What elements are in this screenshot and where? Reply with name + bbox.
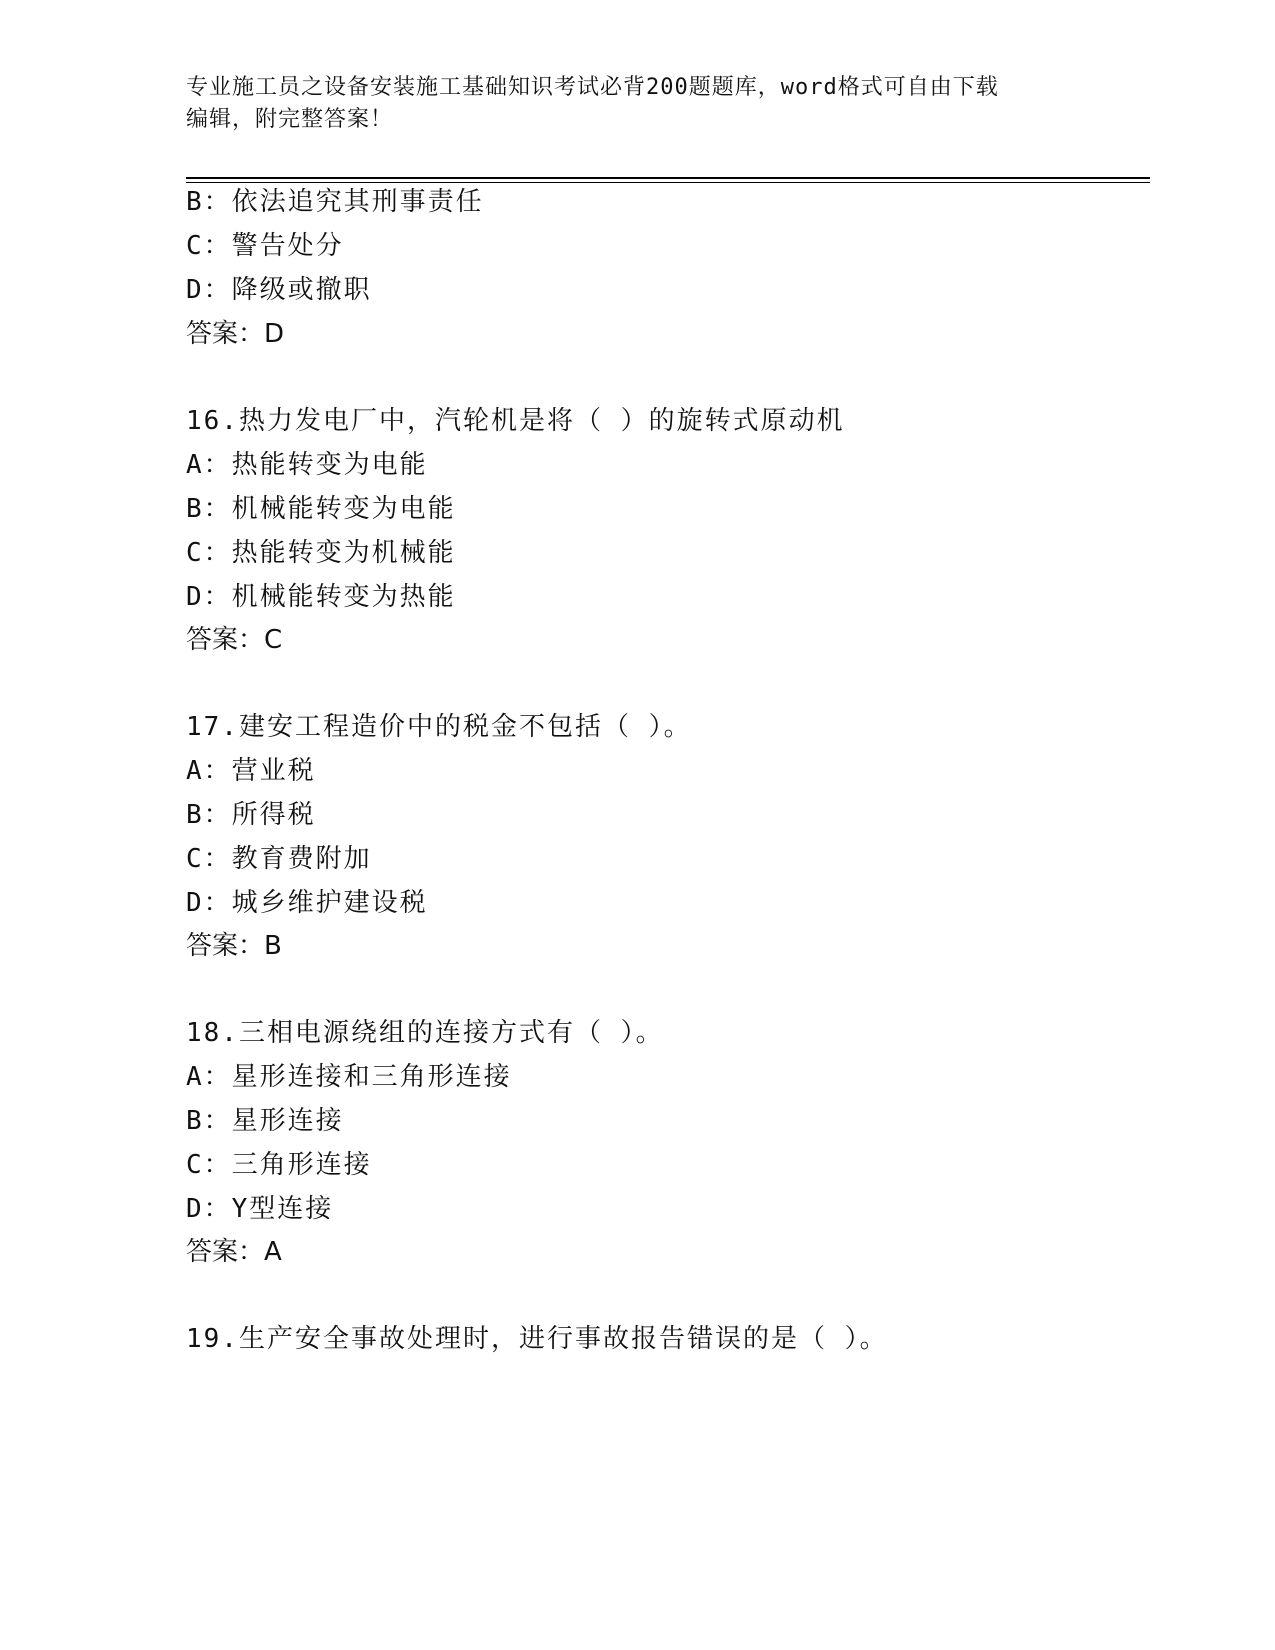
q16-option-d: D：机械能转变为热能 [186,582,456,612]
q15-option-b: B：依法追究其刑事责任 [186,187,484,217]
q15-option-d: D：降级或撤职 [186,275,372,305]
q16-option-a: A：热能转变为电能 [186,450,428,480]
q17-answer: 答案：B [186,931,282,961]
q15-answer: 答案：D [186,319,285,349]
q17-question: 17.建安工程造价中的税金不包括（ ）。 [186,712,692,742]
header-divider-thin [186,182,1150,183]
q17-option-b: B：所得税 [186,800,316,830]
q17-option-a: A：营业税 [186,756,316,786]
q18-option-b: B：星形连接 [186,1106,344,1136]
q18-option-d: D：Y型连接 [186,1194,334,1224]
q16-answer: 答案：C [186,625,283,655]
q15-option-c: C：警告处分 [186,231,344,261]
q17-option-c: C：教育费附加 [186,844,372,874]
q17-option-d: D：城乡维护建设税 [186,888,428,918]
q18-option-a: A：星形连接和三角形连接 [186,1062,512,1092]
q18-answer: 答案：A [186,1237,282,1267]
q16-option-c: C：热能转变为机械能 [186,538,456,568]
q18-question: 18.三相电源绕组的连接方式有（ ）。 [186,1018,664,1048]
header-line-2: 编辑，附完整答案！ [186,107,394,132]
q18-option-c: C：三角形连接 [186,1150,372,1180]
q19-question: 19.生产安全事故处理时，进行事故报告错误的是（ ）。 [186,1324,888,1354]
header-divider-thick [186,177,1150,179]
q16-option-b: B：机械能转变为电能 [186,494,456,524]
document-header [186,72,1066,136]
header-line-1: 专业施工员之设备安装施工基础知识考试必背200题题库，word格式可自由下载 [186,75,999,100]
q16-question: 16.热力发电厂中，汽轮机是将（ ）的旋转式原动机 [186,406,845,436]
